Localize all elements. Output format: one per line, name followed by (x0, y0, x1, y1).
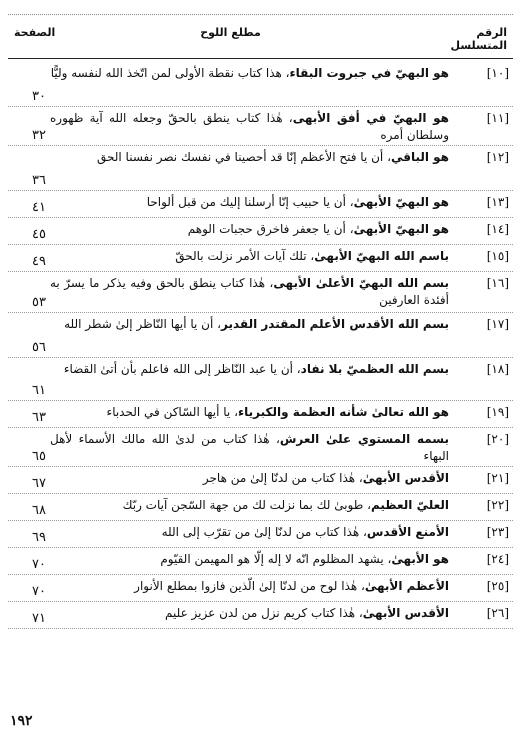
table-row (8, 602, 513, 629)
row-opening-rest: ، هٰذا كتاب من لدىٰ الله مالك الأسماء لأهل البهاء (50, 432, 449, 463)
row-opening-rest: ، أن يا أيها النّاظر إلىٰ شطر الله (64, 317, 222, 331)
row-number: [١٣] (486, 195, 509, 209)
table-row (8, 245, 513, 272)
row-page: ٤٥ (32, 227, 46, 242)
row-opening-rest: ، هٰذا كتاب من لدنّا إلىٰ من تقرّب إلى الله (161, 525, 367, 539)
row-number: [٢٣] (486, 525, 509, 539)
table-row (8, 548, 513, 575)
row-opening (46, 191, 455, 217)
top-dotted-rule (8, 14, 513, 15)
row-opening-bold: العليّ العظيم (371, 498, 449, 512)
row-page: ٦٨ (32, 503, 46, 518)
row-opening (46, 575, 455, 601)
row-opening (46, 467, 455, 493)
row-opening-bold: بسم الله البهيّ الأعلىٰ الأبهى (273, 276, 449, 290)
header-tablet-opening: مطلع اللوح (200, 26, 261, 39)
row-page: ٧٠ (32, 584, 46, 599)
row-number: [٢١] (486, 471, 509, 485)
row-page: ٦١ (32, 383, 46, 398)
row-opening-bold: الأقدس الأبهىٰ (362, 471, 449, 485)
table-header (8, 26, 513, 52)
row-opening-rest: ، هٰذا كتاب من لدنّا إلىٰ من هاجر (202, 471, 363, 485)
row-opening (46, 245, 455, 271)
row-page: ٦٩ (32, 530, 46, 545)
row-page: ٦٧ (32, 476, 46, 491)
table-row (8, 401, 513, 428)
row-opening-bold: هو الباقي (390, 150, 449, 164)
row-opening-bold: الأمنع الأقدس (366, 525, 449, 539)
table-row (8, 146, 513, 191)
row-number: [١٤] (486, 222, 509, 236)
row-number: [٢٠] (486, 432, 509, 446)
row-opening-bold: باسم الله البهيّ الأبهىٰ (314, 249, 449, 263)
row-opening-rest: ، أن يا جعفر فاخرق حجبات الوهم (187, 222, 354, 236)
row-opening-rest: ، طوبىٰ لك بما نزلت لك من جهة السّجن آيات ربّك (122, 498, 371, 512)
row-opening-rest: ، أن يا فتح الأعظم إنّا قد أحصينا في نفسك نصر نفسنا الحق (97, 150, 391, 164)
row-number: [٢٢] (486, 498, 509, 512)
row-page: ٤١ (32, 200, 46, 215)
row-opening-rest: ، هٰذا لوح من لدنّا إلىٰ الّذين فازوا بمطلع الأنوار (134, 579, 365, 593)
table-row (8, 107, 513, 146)
row-opening-rest: ، تلك آيات الأمر نزلت بالحقّ (175, 249, 315, 263)
row-opening-bold: هو البهيّ الأبهىٰ (353, 195, 449, 209)
table-row (8, 428, 513, 467)
table-body (8, 62, 513, 629)
row-number: [٢٥] (486, 579, 509, 593)
row-page: ٣٦ (32, 173, 46, 188)
table-row (8, 494, 513, 521)
row-opening-bold: بسمه المستوي علىٰ العرش (279, 432, 449, 446)
row-opening-bold: هو البهيّ الأبهىٰ (353, 222, 449, 236)
row-opening (46, 272, 455, 312)
table-row (8, 575, 513, 602)
table-row (8, 521, 513, 548)
row-opening-bold: بسم الله الأقدس الأعلم المقتدر القدير (221, 317, 449, 331)
table-row (8, 313, 513, 358)
table-row (8, 62, 513, 107)
row-number: [١٨] (486, 362, 509, 376)
row-opening-rest: ، يشهد المظلوم انّه لا إله إلّا هو المهيمن القيّوم (160, 552, 392, 566)
row-page: ٣٢ (32, 128, 46, 143)
row-opening (46, 548, 455, 574)
row-opening-bold: بسم الله العظميّ بلا نفاد (300, 362, 449, 376)
header-page: الصفحة (14, 26, 56, 39)
table-row (8, 218, 513, 245)
row-page: ٦٣ (32, 410, 46, 425)
row-opening (46, 494, 455, 520)
row-opening-rest: ، هٰذا كتاب كريم نزل من لدن عزيز عليم (165, 606, 363, 620)
table-row (8, 191, 513, 218)
row-opening-bold: هو البهيّ في جبروت البقاء (289, 66, 449, 80)
row-opening (46, 602, 455, 628)
row-opening-rest: ، هٰذا كتاب ينطق بالحقّ وجعله الله آية ظهوره وسلطان أمره (50, 111, 449, 142)
row-page: ٤٩ (32, 254, 46, 269)
row-opening (46, 428, 455, 466)
row-opening-rest: ، أن يا عبد النّاظر إلى الله فاعلم بأن أتىٰ القضاء (63, 362, 301, 376)
row-opening (46, 107, 455, 145)
row-opening (46, 146, 455, 190)
page-folio-number: ١٩٢ (10, 713, 33, 729)
row-page: ٥٣ (32, 295, 46, 310)
row-page: ٧١ (32, 611, 46, 626)
row-opening-bold: الأعظم الأبهىٰ (364, 579, 449, 593)
row-number: [١١] (486, 111, 509, 125)
row-opening (46, 62, 455, 106)
row-opening-bold: هو الأبهىٰ (391, 552, 449, 566)
header-serial-number-line1: الرقم (476, 26, 507, 39)
row-opening-rest: ، أن يا حبيب إنّا أرسلنا إليك من قبل ألواحا (146, 195, 354, 209)
row-page: ٧٠ (32, 557, 46, 572)
row-page: ٥٦ (32, 340, 46, 355)
header-rule (8, 58, 513, 59)
table-row (8, 272, 513, 313)
row-number: [٢٤] (486, 552, 509, 566)
row-number: [١٧] (486, 317, 509, 331)
row-number: [١٢] (486, 150, 509, 164)
row-opening-rest: ، هذا كتاب نقطة الأولى لمن اتّخذ الله لنفسه وليًّا (50, 66, 290, 80)
table-row (8, 358, 513, 401)
table-row (8, 467, 513, 494)
row-opening (46, 521, 455, 547)
row-number: [١٦] (486, 276, 509, 290)
row-opening-bold: هو البهيّ في أفق الأبهى (292, 111, 449, 125)
row-opening-rest: ، يا أيها السّاكن في الحدباء (106, 405, 238, 419)
row-number: [١٥] (486, 249, 509, 263)
row-opening-rest: ، هٰذا كتاب ينطق بالحق وفيه يذكر ما يسرّ به أفئدة العارفين (50, 276, 449, 307)
row-opening-bold: الأقدس الأبهىٰ (362, 606, 449, 620)
header-serial-number (451, 26, 507, 52)
row-number: [١٠] (486, 66, 509, 80)
row-opening (46, 401, 455, 427)
row-opening (46, 313, 455, 357)
row-number: [٢٦] (486, 606, 509, 620)
row-number: [١٩] (486, 405, 509, 419)
row-page: ٣٠ (32, 89, 46, 104)
row-opening-bold: هو الله تعالىٰ شأنه العظمة والكبرياء (237, 405, 449, 419)
row-page: ٦٥ (32, 449, 46, 464)
header-serial-number-line2: المتسلسل (450, 39, 507, 52)
row-opening (46, 218, 455, 244)
row-opening (46, 358, 455, 400)
